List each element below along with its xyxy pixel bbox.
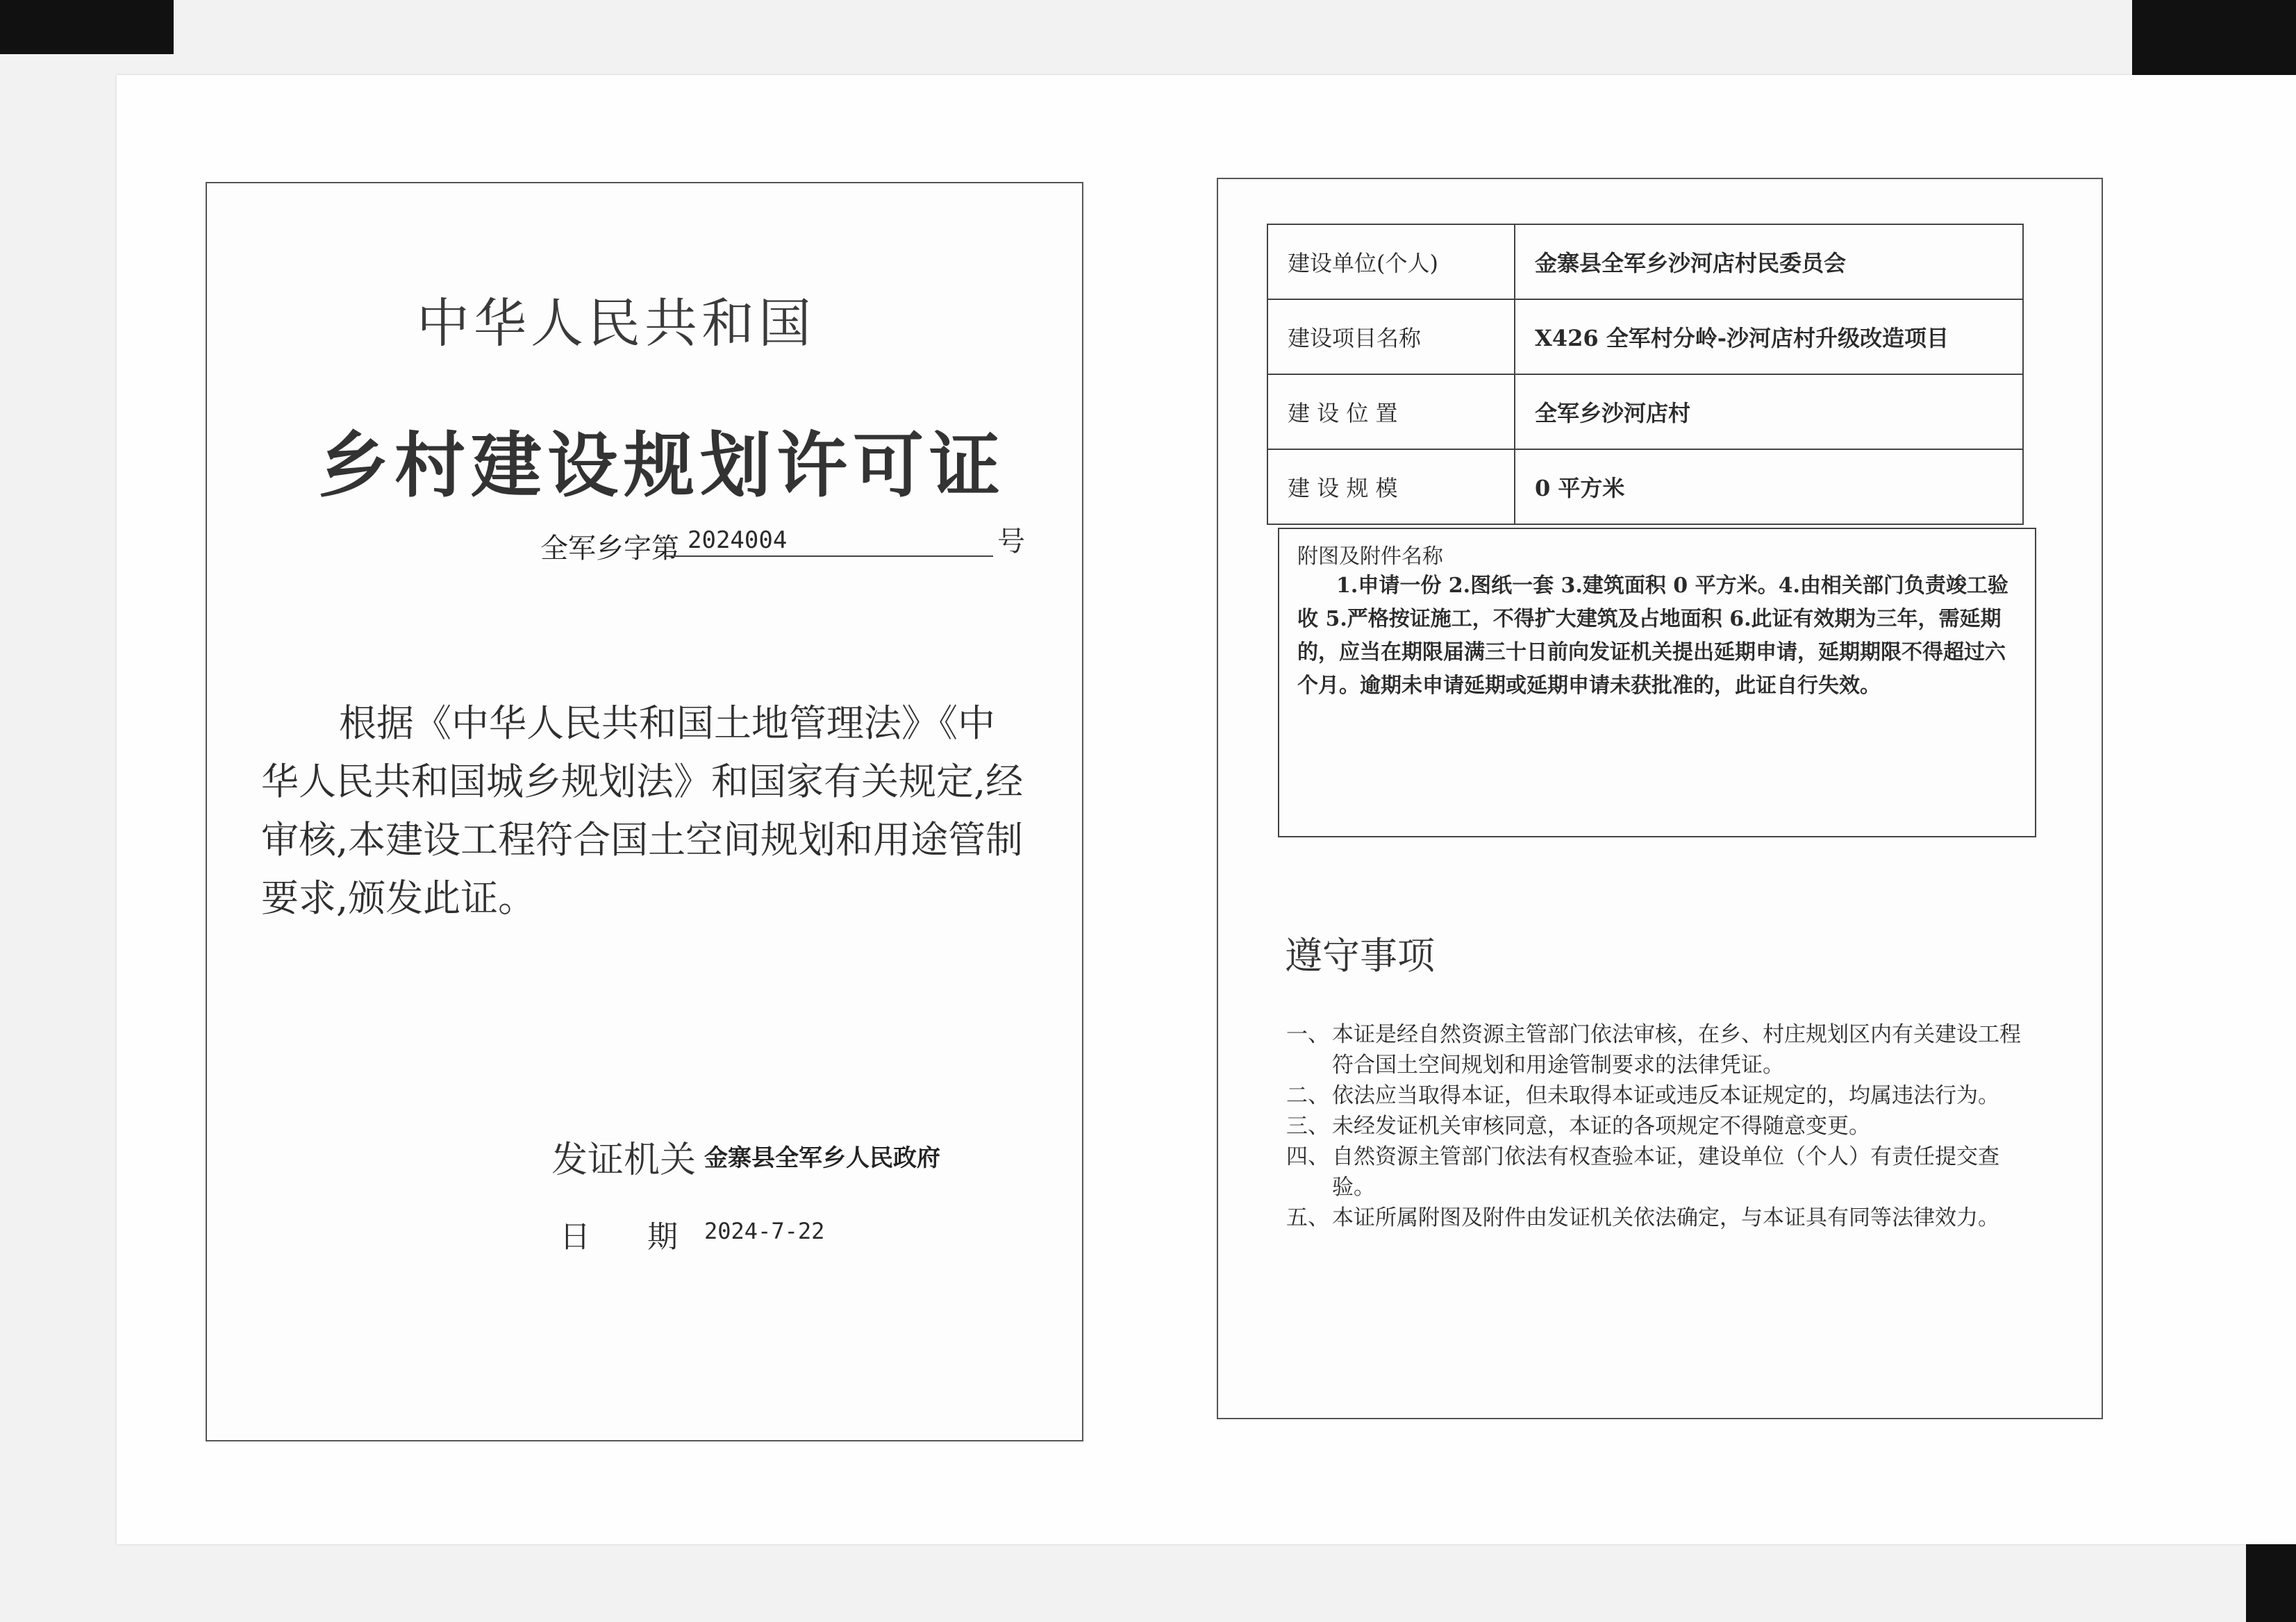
list-item: [1286, 1111, 2036, 1142]
date-label-day: 日: [560, 1219, 590, 1255]
row-label: 建设单位(个人): [1267, 224, 1515, 299]
table-row: [1267, 299, 2023, 374]
row-label: 建 设 位 置: [1267, 374, 1515, 449]
country-heading: 中华人民共和国: [417, 292, 815, 354]
rule-number: 一、: [1286, 1022, 1329, 1047]
project-info-table: [1267, 224, 2024, 525]
rule-number: 二、: [1286, 1083, 1329, 1108]
issuer-value: 金寨县全军乡人民政府: [704, 1144, 940, 1172]
rule-text: 依法应当取得本证，但未取得本证或违反本证规定的，均属违法行为。: [1332, 1083, 1999, 1108]
list-item: [1286, 1080, 2036, 1111]
rule-text: 本证是经自然资源主管部门依法审核，在乡、村庄规划区内有关建设工程符合国土空间规划和用途管制要求的法律凭证。: [1332, 1022, 2021, 1078]
list-item: [1286, 1019, 2036, 1080]
attachments-text: 1.申请一份 2.图纸一套 3.建筑面积 0 平方米。4.由相关部门负责竣工验收 5.严格按证施工，不得扩大建筑及占地面积 6.此证有效期为三年，需延期的，应当在期限届满三十日前向发证机关提出延期申请，延期期限不得超过六个月。逾期未申请延期或延期申请未获批准的，此证自行失效。: [1297, 574, 2008, 698]
date-label-period: 期: [647, 1219, 678, 1255]
row-label: 建 设 规 模: [1267, 449, 1515, 524]
rule-text: 未经发证机关审核同意，本证的各项规定不得随意变更。: [1332, 1114, 1870, 1139]
row-value: X426 全军村分岭-沙河店村升级改造项目: [1515, 299, 2023, 374]
row-label: 建设项目名称: [1267, 299, 1515, 374]
permit-title: 乡村建设规划许可证: [318, 424, 1006, 508]
observe-title: 遵守事项: [1285, 934, 1435, 978]
table-row: [1267, 449, 2023, 524]
table-row: [1267, 224, 2023, 299]
row-value: 全军乡沙河店村: [1515, 374, 2023, 449]
rule-number: 五、: [1286, 1205, 1329, 1230]
rule-number: 三、: [1286, 1114, 1329, 1139]
rule-number: 四、: [1286, 1144, 1329, 1169]
cert-number-underline: [664, 555, 993, 557]
cert-number-suffix: 号: [997, 526, 1025, 558]
list-item: [1286, 1142, 2036, 1203]
issuer-label: 发证机关: [551, 1139, 697, 1181]
list-item: [1286, 1203, 2036, 1233]
rule-text: 自然资源主管部门依法有权查验本证，建设单位（个人）有责任提交查验。: [1332, 1144, 1999, 1200]
cert-number: 2024004: [688, 526, 788, 554]
rule-text: 本证所属附图及附件由发证机关依法确定，与本证具有同等法律效力。: [1332, 1205, 1999, 1230]
issue-date: 2024-7-22: [704, 1218, 825, 1244]
row-value: 金寨县全军乡沙河店村民委员会: [1515, 224, 2023, 299]
row-value: 0 平方米: [1515, 449, 2023, 524]
attachments-title: 附图及附件名称: [1297, 544, 1443, 569]
legal-basis-text: 根据《中华人民共和国土地管理法》《中华人民共和国城乡规划法》和国家有关规定,经审核,本建设工程符合国土空间规划和用途管制要求,颁发此证。: [261, 701, 1024, 920]
scan-corner-top-left: [0, 0, 174, 54]
attachments-box: [1278, 528, 2036, 837]
table-row: [1267, 374, 2023, 449]
cert-number-prefix: 全军乡字第: [540, 533, 679, 565]
rules-list: [1286, 1019, 2036, 1233]
